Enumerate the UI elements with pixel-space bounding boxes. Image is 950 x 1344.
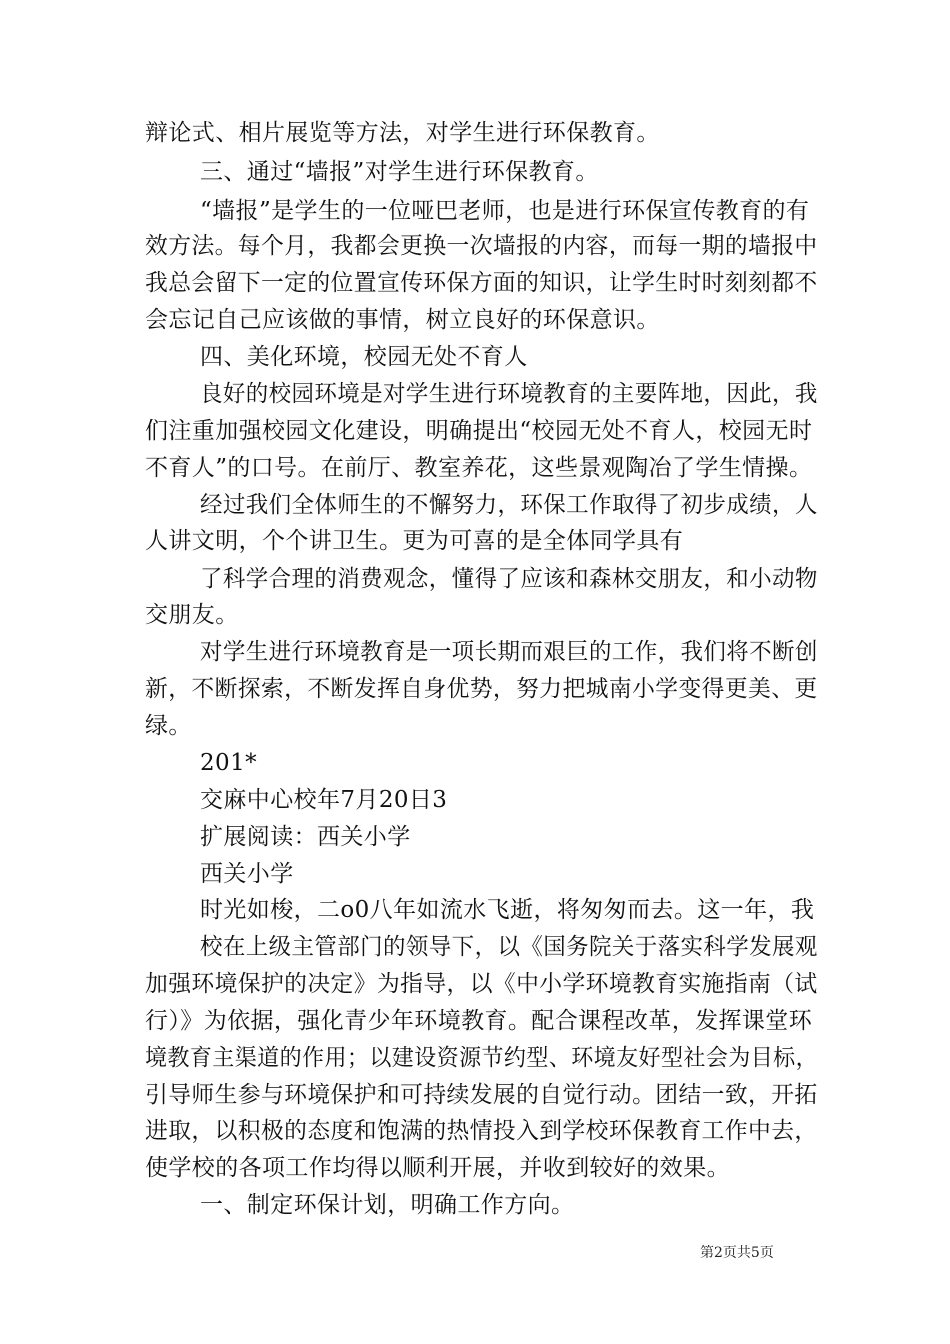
text-line: 进取，以积极的态度和饱满的热情投入到学校环保教育工作中去， [145, 1118, 818, 1144]
section-heading: 三、通过“墙报”对学生进行环保教育。 [200, 159, 599, 185]
text-line: 绿。 [145, 713, 192, 739]
text-line: 人讲文明，个个讲卫生。更为可喜的是全体同学具有 [145, 528, 684, 554]
text-line: 境教育主渠道的作用；以建设资源节约型、环境友好型社会为目标， [145, 1045, 819, 1071]
text-line: 引导师生参与环境保护和可持续发展的自觉行动。团结一致，开拓 [145, 1082, 818, 1108]
text-line: 对学生进行环境教育是一项长期而艰巨的工作，我们将不断创 [200, 639, 818, 665]
text-line: 了科学合理的消费观念，懂得了应该和森林交朋友，和小动物 [200, 566, 818, 592]
page-number: 第2页共5页 [700, 1245, 774, 1261]
text-line: 时光如梭，二o0八年如流水飞逝，将匆匆而去。这一年，我 [200, 897, 815, 923]
text-line: 经过我们全体师生的不懈努力，环保工作取得了初步成绩，人 [200, 492, 818, 518]
article-title: 西关小学 [200, 861, 294, 887]
extended-reading-line: 扩展阅读：西关小学 [200, 824, 411, 850]
text-line: 效方法。每个月，我都会更换一次墙报的内容，而每一期的墙报中 [145, 233, 818, 259]
text-line: 加强环境保护的决定》为指导，以《中小学环境教育实施指南（试 [145, 971, 818, 997]
text-line: 新，不断探索，不断发挥自身优势，努力把城南小学变得更美、更 [145, 676, 818, 702]
text-line: 使学校的各项工作均得以顺利开展，并收到较好的效果。 [145, 1155, 730, 1181]
text-line: 良好的校园环境是对学生进行环境教育的主要阵地，因此，我 [200, 381, 818, 407]
section-heading: 四、美化环境，校园无处不育人 [200, 344, 528, 370]
text-line: “墙报”是学生的一位哑巴老师，也是进行环保宣传教育的有 [200, 198, 810, 224]
text-line: 交朋友。 [145, 602, 239, 628]
text-line: 辩论式、相片展览等方法，对学生进行环保教育。 [145, 120, 660, 146]
section-heading: 一、制定环保计划，明确工作方向。 [200, 1192, 575, 1218]
signature-line: 交麻中心校年7月20日3 [200, 787, 448, 813]
text-line: 行）》为依据，强化青少年环境教育。配合课程改革，发挥课堂环 [145, 1008, 813, 1034]
text-line: 们注重加强校园文化建设，明确提出“校园无处不育人，校园无时 [145, 418, 813, 444]
date-line: 201* [200, 750, 257, 776]
text-line: 我总会留下一定的位置宣传环保方面的知识，让学生时时刻刻都不 [145, 270, 818, 296]
text-line: 会忘记自己应该做的事情，树立良好的环保意识。 [145, 307, 660, 333]
text-line: 校在上级主管部门的领导下，以《国务院关于落实科学发展观 [200, 934, 818, 960]
text-line: 不育人”的口号。在前厅、教室养花，这些景观陶冶了学生情操。 [145, 455, 813, 481]
